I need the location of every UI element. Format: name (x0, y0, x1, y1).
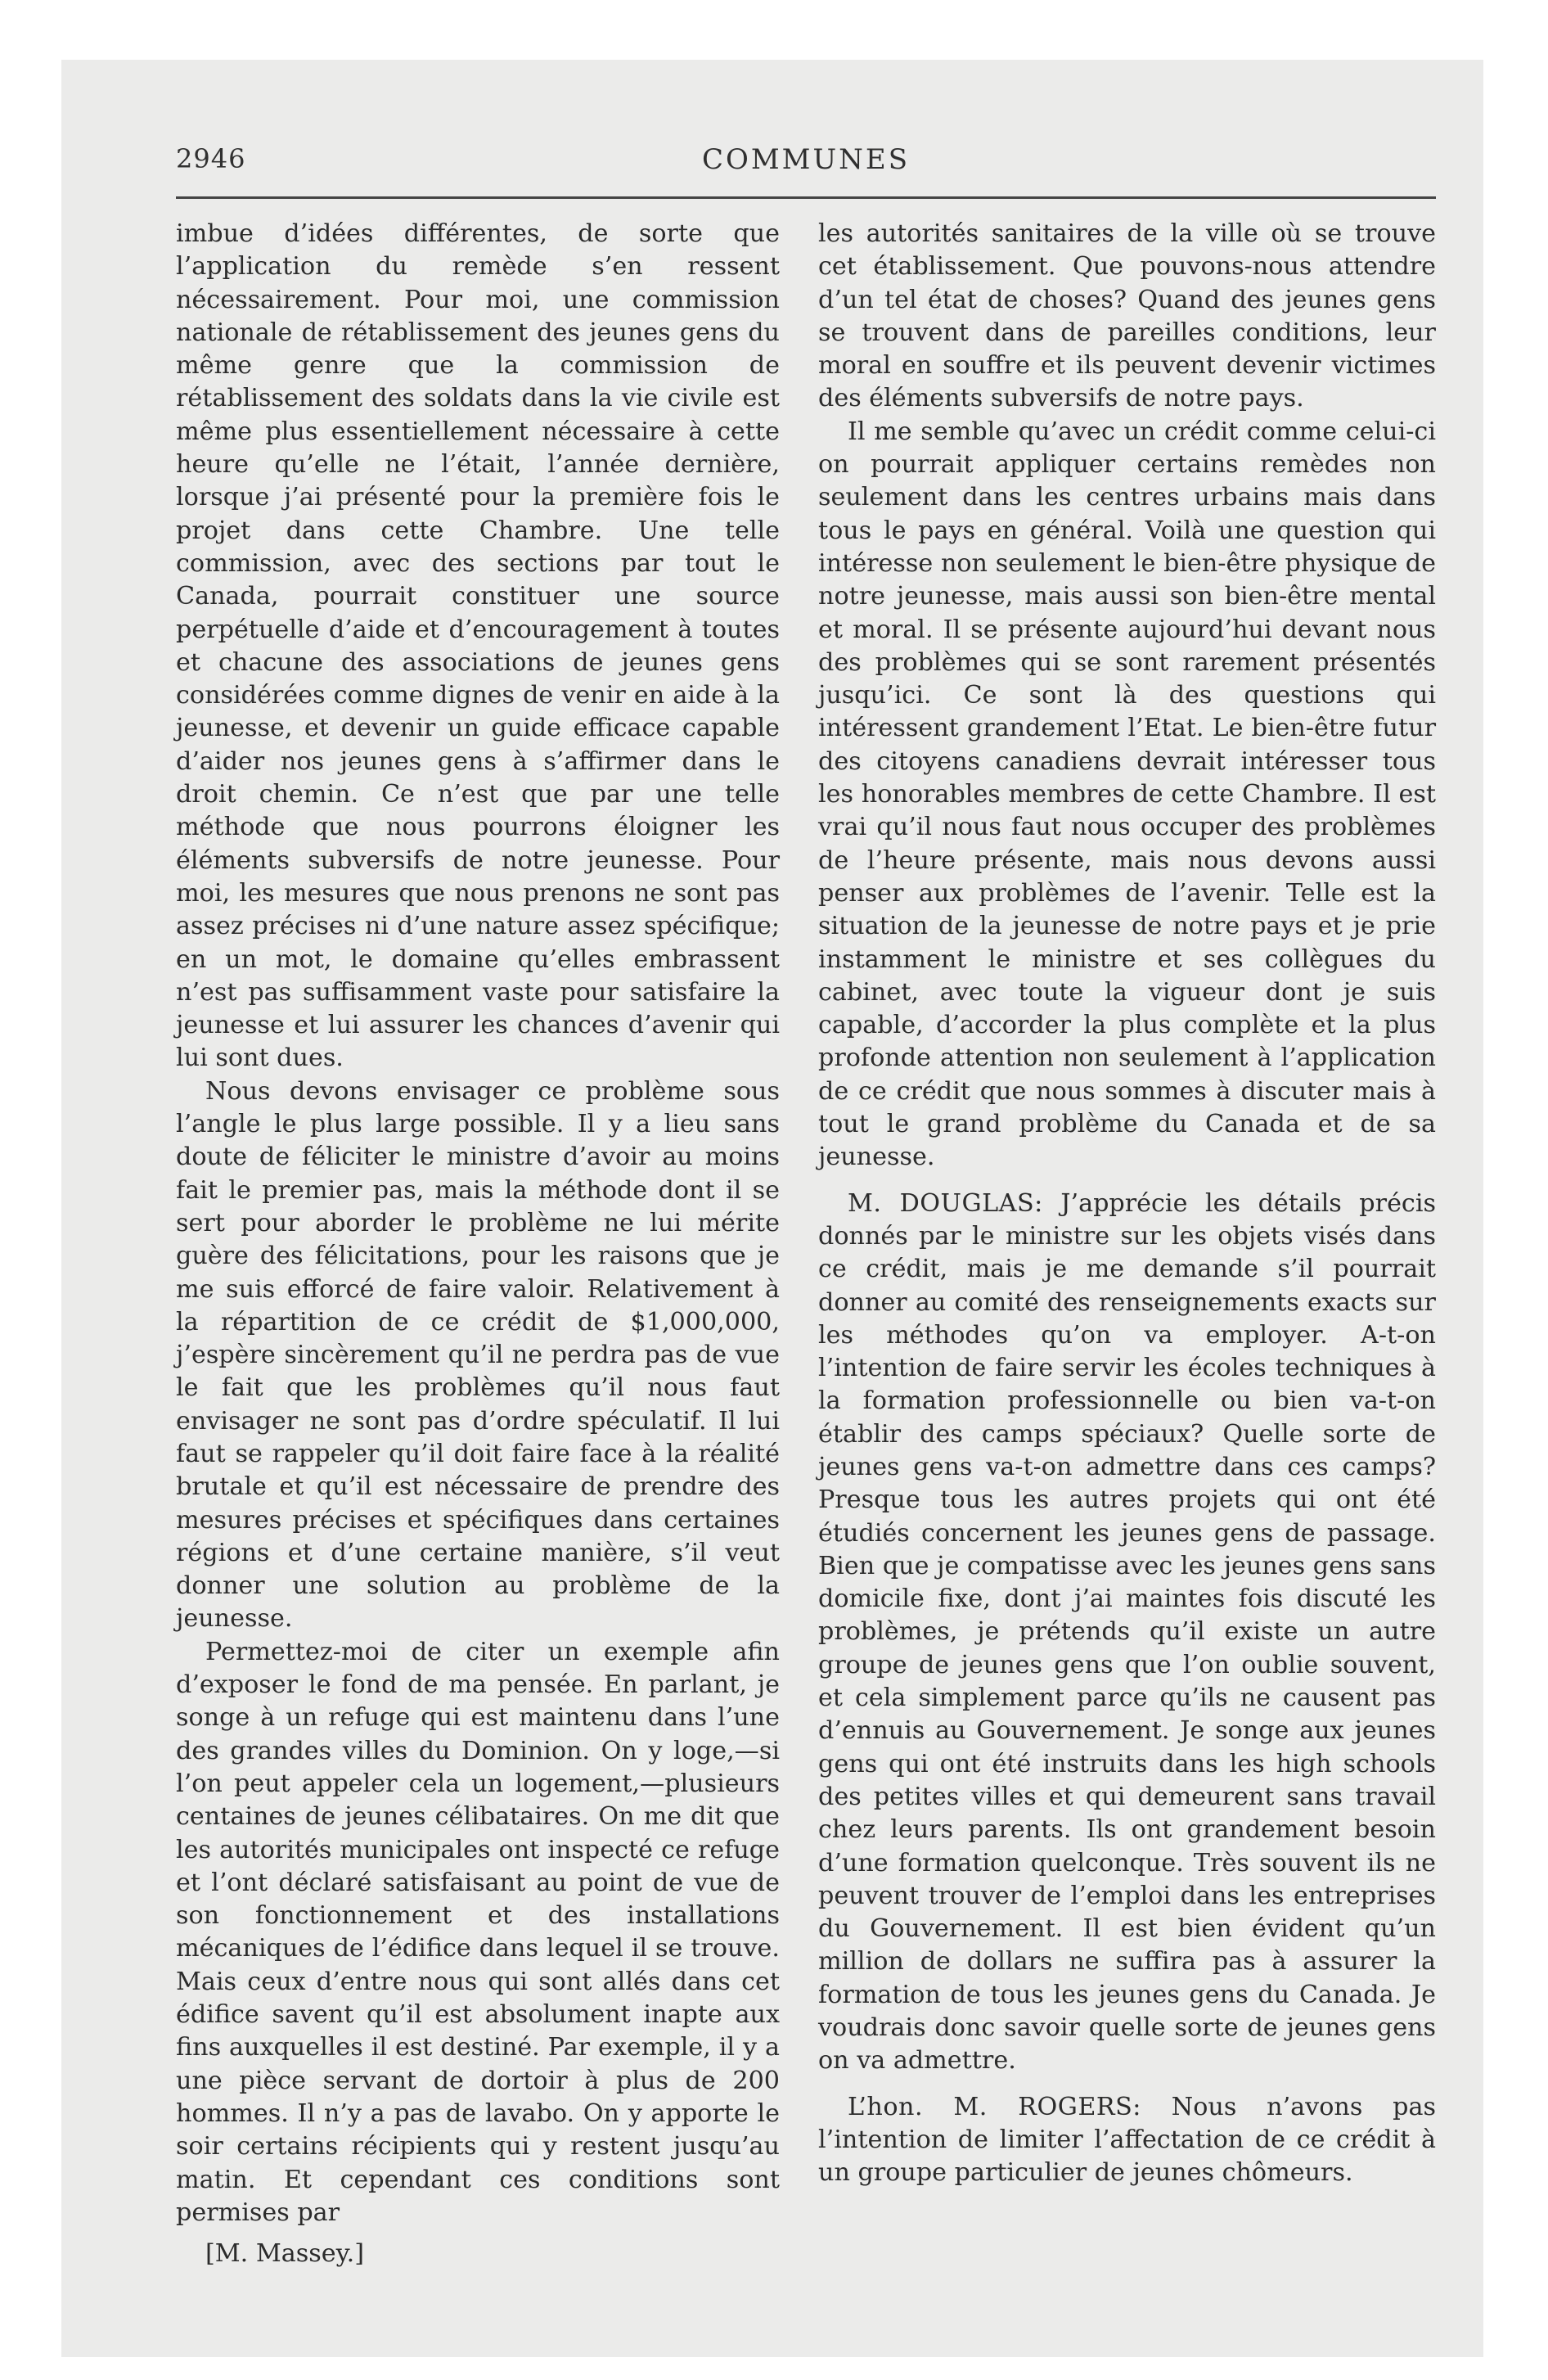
paragraph: Nous devons envisager ce problème sous l’angle le plus large possible. Il y a lieu sans doute de féliciter le ministre d’avoir au moins fait le premier pas, mais la méthode dont il se sert pour aborder le problème ne lui mérite guère des félicitations, pour les raisons que je me suis efforcé de faire valoir. Relativement à la répartition de ce crédit de $1,000,000, j’espère sincèrement qu’il ne perdra pas de vue le fait que les problèmes qu’il nous faut envisager ne sont pas d’ordre spéculatif. Il lui faut se rappeler qu’il doit faire face à la réalité brutale et qu’il est nécessaire de prendre des mesures précises et spécifiques dans certaines régions et d’une certaine manière, s’il veut donner une solution au problème de la jeunesse. (176, 1076, 780, 1634)
paragraph: imbue d’idées différentes, de sorte que l’application du remède s’en ressent nécessairement. Pour moi, une commission nationale de rétablissement des jeunes gens du même genre que la commission de rétablissement des soldats dans la vie civile est même plus essentiellement nécessaire à cette heure qu’elle ne l’était, l’année dernière, lorsque j’ai présenté pour la première fois le projet dans cette Chambre. Une telle commission, avec des sections par tout le Canada, pourrait constituer une source perpétuelle d’aide et d’encouragement à toutes et chacune des associations de jeunes gens considérées comme dignes de venir en aide à la jeunesse, et devenir un guide efficace capable d’aider nos jeunes gens à s’affirmer dans le droit chemin. Ce n’est que par une telle méthode que nous pourrons éloigner les éléments subversifs de notre jeunesse. Pour moi, les mesures que nous prenons ne sont pas assez précises ni d’une nature assez spécifique; en un mot, le domaine qu’elles embrassent n’est pas suffisamment vaste pour satisfaire la jeunesse et lui assurer les chances d’avenir qui lui sont dues. (176, 219, 780, 1073)
page-header (176, 143, 1436, 184)
left-column (176, 218, 780, 2270)
paragraph: Permettez-moi de citer un exemple afin d’exposer le fond de ma pensée. En parlant, je songe à un refuge qui est maintenu dans l’une des grandes villes du Dominion. On y loge,—si l’on peut appeler cela un logement,—plusieurs centaines de jeunes célibataires. On me dit que les autorités municipales ont inspecté ce refuge et l’ont déclaré satisfaisant au point de vue de son fonctionnement et des installations mécaniques de l’édifice dans lequel il se trouve. Mais ceux d’entre nous qui sont allés dans cet édifice savent qu’il est absolument inapte aux fins auxquelles il est destiné. Par exemple, il y a une pièce servant de dortoir à plus de 200 hommes. Il n’y a pas de lavabo. On y apporte le soir certains récipients qui y restent jusqu’au matin. Et cependant ces conditions sont permises par (176, 1637, 780, 2227)
speaker-name: M. DOUGLAS: (848, 1188, 1043, 1218)
right-column (818, 218, 1436, 2190)
speaker-name: L’hon. M. ROGERS: (848, 2092, 1141, 2121)
speech-douglas (818, 1188, 1436, 2078)
paragraph: Il me semble qu’avec un crédit comme celui-ci on pourrait appliquer certains remèdes non seulement dans les centres urbains mais dans tous le pays en général. Voilà une question qui intéresse non seulement le bien-être physique de notre jeunesse, mais aussi son bien-être mental et moral. Il se présente aujourd’hui devant nous des problèmes qui se sont rarement présentés jusqu’ici. Ce sont là des questions qui intéressent grandement l’Etat. Le bien-être futur des citoyens canadiens devrait intéresser tous les honorables membres de cette Chambre. Il est vrai qu’il nous faut nous occuper des problèmes de l’heure présente, mais nous devons aussi penser aux problèmes de l’avenir. Telle est la situation de la jeunesse de notre pays et je prie instamment le ministre et ses collègues du cabinet, avec toute la vigueur dont je suis capable, d’accorder la plus complète et la plus profonde attention non seulement à l’application de ce crédit que nous sommes à discuter mais à tout le grand problème du Canada et de sa jeunesse. (818, 417, 1436, 1172)
header-rule (176, 196, 1436, 199)
speaker-attribution: [M. Massey.] (205, 2239, 365, 2269)
running-title: COMMUNES (701, 143, 911, 176)
speech-text: J’apprécie les détails précis donnés par le ministre sur les objets visés dans ce crédit, mais je me demande s’il pourrait donner au comité des renseignements exacts sur les méthodes qu’on va employer. A-t-on l’intention de faire servir les écoles techniques à la formation professionnelle ou bien va-t-on établir des camps spéciaux? Quelle sorte de jeunes gens va-t-on admettre dans ces camps? Presque tous les autres projets qui ont été étudiés concernent les jeunes gens de passage. Bien que je compatisse avec les jeunes gens sans domicile fixe, dont j’ai maintes fois discuté les problèmes, je prétends qu’il existe un autre groupe de jeunes gens que l’on oublie souvent, et cela simplement parce qu’ils ne causent pas d’ennuis au Gouvernement. Je songe aux jeunes gens qui ont été instruits dans les high schools des petites villes et qui demeurent sans travail chez leurs parents. Ils ont grandement besoin d’une formation quelconque. Très souvent ils ne peuvent trouver de l’emploi dans les entreprises du Gouvernement. Il est bien évident qu’un million de dollars ne suffira pas à assurer la formation de tous les jeunes gens du Canada. Je voudrais donc savoir quelle sorte de jeunes gens on va admettre. (818, 1188, 1436, 2076)
speech-rogers (818, 2091, 1436, 2190)
paragraph: les autorités sanitaires de la ville où se trouve cet établissement. Que pouvons-nous attendre d’un tel état de choses? Quand des jeunes gens se trouvent dans de pareilles conditions, leur moral en souffre et ils peuvent devenir victimes des éléments subversifs de notre pays. (818, 219, 1436, 413)
speech-text: Nous n’avons pas l’intention de limiter l’affectation de ce crédit à un groupe particulier de jeunes chômeurs. (818, 2092, 1436, 2188)
page-number: 2946 (176, 143, 246, 174)
